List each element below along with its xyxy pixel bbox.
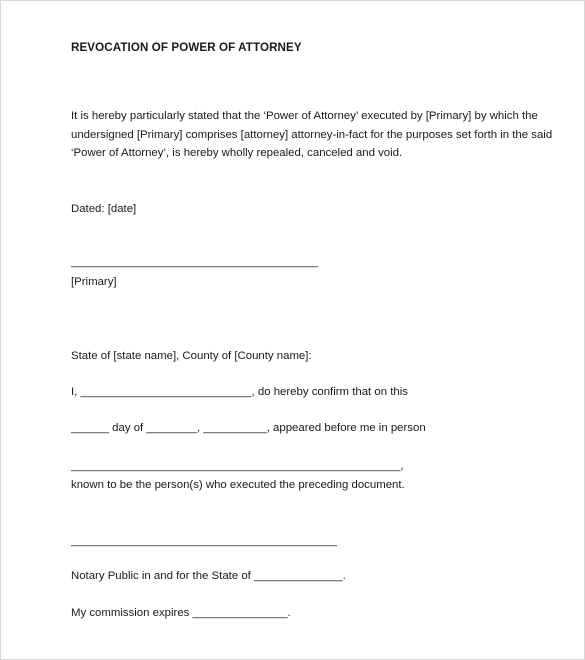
paragraph-line-3: ‘Power of Attorney’, is hereby wholly repealed, canceled and void. <box>71 147 403 159</box>
primary-signature-line: _______________________________________ <box>71 256 319 268</box>
known-line: known to be the person(s) who executed the preceding document. <box>71 479 405 491</box>
state-county-line: State of [state name], County of [County name]: <box>71 350 312 362</box>
person-blank-line: ____________________________________________________, <box>71 460 404 472</box>
paragraph-line-2: undersigned [Primary] comprises [attorney] attorney-in-fact for the purposes set forth in the said <box>71 129 553 141</box>
primary-label: [Primary] <box>71 276 117 288</box>
day-line: ______ day of ________, __________, appeared before me in person <box>71 422 426 434</box>
document-title: REVOCATION OF POWER OF ATTORNEY <box>71 41 302 54</box>
confirm-line: I, ___________________________, do hereby confirm that on this <box>71 386 408 398</box>
dated-line: Dated: [date] <box>71 203 137 215</box>
notary-signature-line: __________________________________________ <box>71 535 338 547</box>
paragraph-line-1: It is hereby particularly stated that the ‘Power of Attorney’ executed by [Primary] by which the <box>71 110 538 122</box>
commission-line: My commission expires _______________. <box>71 607 291 619</box>
notary-state-line: Notary Public in and for the State of ______________. <box>71 570 346 582</box>
